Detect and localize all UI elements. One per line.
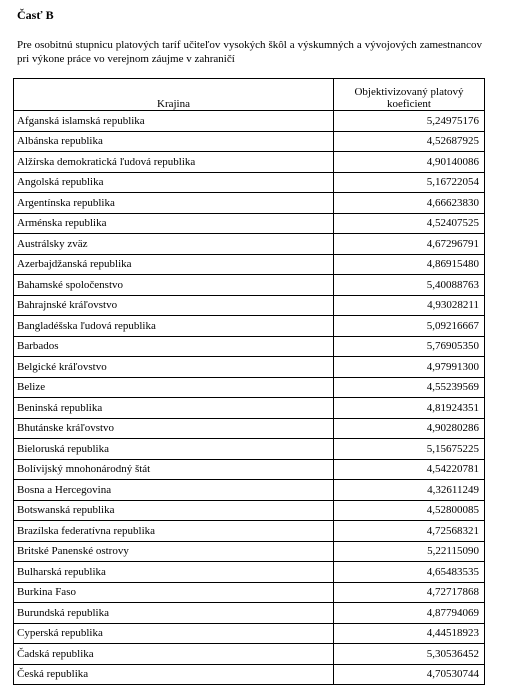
table-row — [14, 480, 485, 501]
table-header-row — [14, 79, 485, 111]
country-cell: Bulharská republika — [14, 562, 334, 583]
table-row — [14, 357, 485, 378]
table-row — [14, 275, 485, 296]
country-cell: Botswanská republika — [14, 500, 334, 521]
country-cell: Azerbajdžanská republika — [14, 254, 334, 275]
table-row — [14, 582, 485, 603]
coefficient-cell: 5,09216667 — [334, 316, 485, 337]
table-row — [14, 521, 485, 542]
country-cell: Afganská islamská republika — [14, 111, 334, 132]
table-row — [14, 172, 485, 193]
intro-paragraph: Pre osobitnú stupnicu platových taríf učiteľov vysokých škôl a výskumných a vývojových zamestnancov pri výkone práce vo verejnom záujme v zahraničí — [17, 39, 482, 65]
coefficient-cell: 4,66623830 — [334, 193, 485, 214]
table-row — [14, 644, 485, 665]
table-row — [14, 234, 485, 255]
coefficient-cell: 4,72717868 — [334, 582, 485, 603]
country-cell: Belize — [14, 377, 334, 398]
country-cell: Bahamské spoločenstvo — [14, 275, 334, 296]
table-row — [14, 152, 485, 173]
table-row — [14, 500, 485, 521]
table-row — [14, 418, 485, 439]
country-cell: Barbados — [14, 336, 334, 357]
coefficient-cell: 4,81924351 — [334, 398, 485, 419]
country-cell: Burundská republika — [14, 603, 334, 624]
coefficient-cell: 4,52800085 — [334, 500, 485, 521]
country-cell: Cyperská republika — [14, 623, 334, 644]
country-cell: Alžírska demokratická ľudová republika — [14, 152, 334, 173]
country-cell: Britské Panenské ostrovy — [14, 541, 334, 562]
country-cell: Bangladéšska ľudová republika — [14, 316, 334, 337]
coefficient-cell: 5,76905350 — [334, 336, 485, 357]
coefficient-cell: 4,70530744 — [334, 664, 485, 685]
table-row — [14, 439, 485, 460]
coefficient-cell: 5,15675225 — [334, 439, 485, 460]
table-row — [14, 664, 485, 685]
coefficient-cell: 4,90140086 — [334, 152, 485, 173]
table-row — [14, 541, 485, 562]
table-row — [14, 193, 485, 214]
table-row — [14, 603, 485, 624]
country-cell: Brazílska federatívna republika — [14, 521, 334, 542]
country-cell: Česká republika — [14, 664, 334, 685]
coefficient-cell: 4,65483535 — [334, 562, 485, 583]
country-cell: Albánska republika — [14, 131, 334, 152]
coefficient-cell: 5,40088763 — [334, 275, 485, 296]
table-row — [14, 213, 485, 234]
coefficient-cell: 4,93028211 — [334, 295, 485, 316]
coefficient-cell: 4,86915480 — [334, 254, 485, 275]
country-cell: Belgické kráľovstvo — [14, 357, 334, 378]
table-row — [14, 336, 485, 357]
coefficient-table — [13, 78, 485, 685]
table-row — [14, 562, 485, 583]
coefficient-cell: 4,97991300 — [334, 357, 485, 378]
country-cell: Arménska republika — [14, 213, 334, 234]
coefficient-cell: 5,24975176 — [334, 111, 485, 132]
table-row — [14, 398, 485, 419]
coefficient-cell: 4,52407525 — [334, 213, 485, 234]
section-heading: Časť B — [17, 8, 54, 22]
coefficient-cell: 4,52687925 — [334, 131, 485, 152]
coefficient-cell: 5,30536452 — [334, 644, 485, 665]
table-row — [14, 295, 485, 316]
table-row — [14, 623, 485, 644]
country-cell: Bolívijský mnohonárodný štát — [14, 459, 334, 480]
table-row — [14, 111, 485, 132]
header-country: Krajina — [14, 79, 334, 111]
country-cell: Čadská republika — [14, 644, 334, 665]
country-cell: Beninská republika — [14, 398, 334, 419]
table-body — [14, 111, 485, 685]
country-cell: Bieloruská republika — [14, 439, 334, 460]
coefficient-cell: 4,54220781 — [334, 459, 485, 480]
table-row — [14, 254, 485, 275]
country-cell: Austrálsky zväz — [14, 234, 334, 255]
coefficient-cell: 4,44518923 — [334, 623, 485, 644]
country-cell: Bosna a Hercegovina — [14, 480, 334, 501]
coefficient-cell: 5,22115090 — [334, 541, 485, 562]
header-coefficient: Objektivizovaný platový koeficient — [334, 79, 485, 111]
country-cell: Bhutánske kráľovstvo — [14, 418, 334, 439]
table-row — [14, 131, 485, 152]
coefficient-cell: 4,87794069 — [334, 603, 485, 624]
table-row — [14, 316, 485, 337]
coefficient-cell: 4,72568321 — [334, 521, 485, 542]
coefficient-cell: 4,55239569 — [334, 377, 485, 398]
coefficient-cell: 4,32611249 — [334, 480, 485, 501]
country-cell: Burkina Faso — [14, 582, 334, 603]
country-cell: Angolská republika — [14, 172, 334, 193]
table-row — [14, 377, 485, 398]
coefficient-cell: 4,90280286 — [334, 418, 485, 439]
coefficient-cell: 4,67296791 — [334, 234, 485, 255]
country-cell: Bahrajnské kráľovstvo — [14, 295, 334, 316]
country-cell: Argentínska republika — [14, 193, 334, 214]
table-row — [14, 459, 485, 480]
coefficient-cell: 5,16722054 — [334, 172, 485, 193]
